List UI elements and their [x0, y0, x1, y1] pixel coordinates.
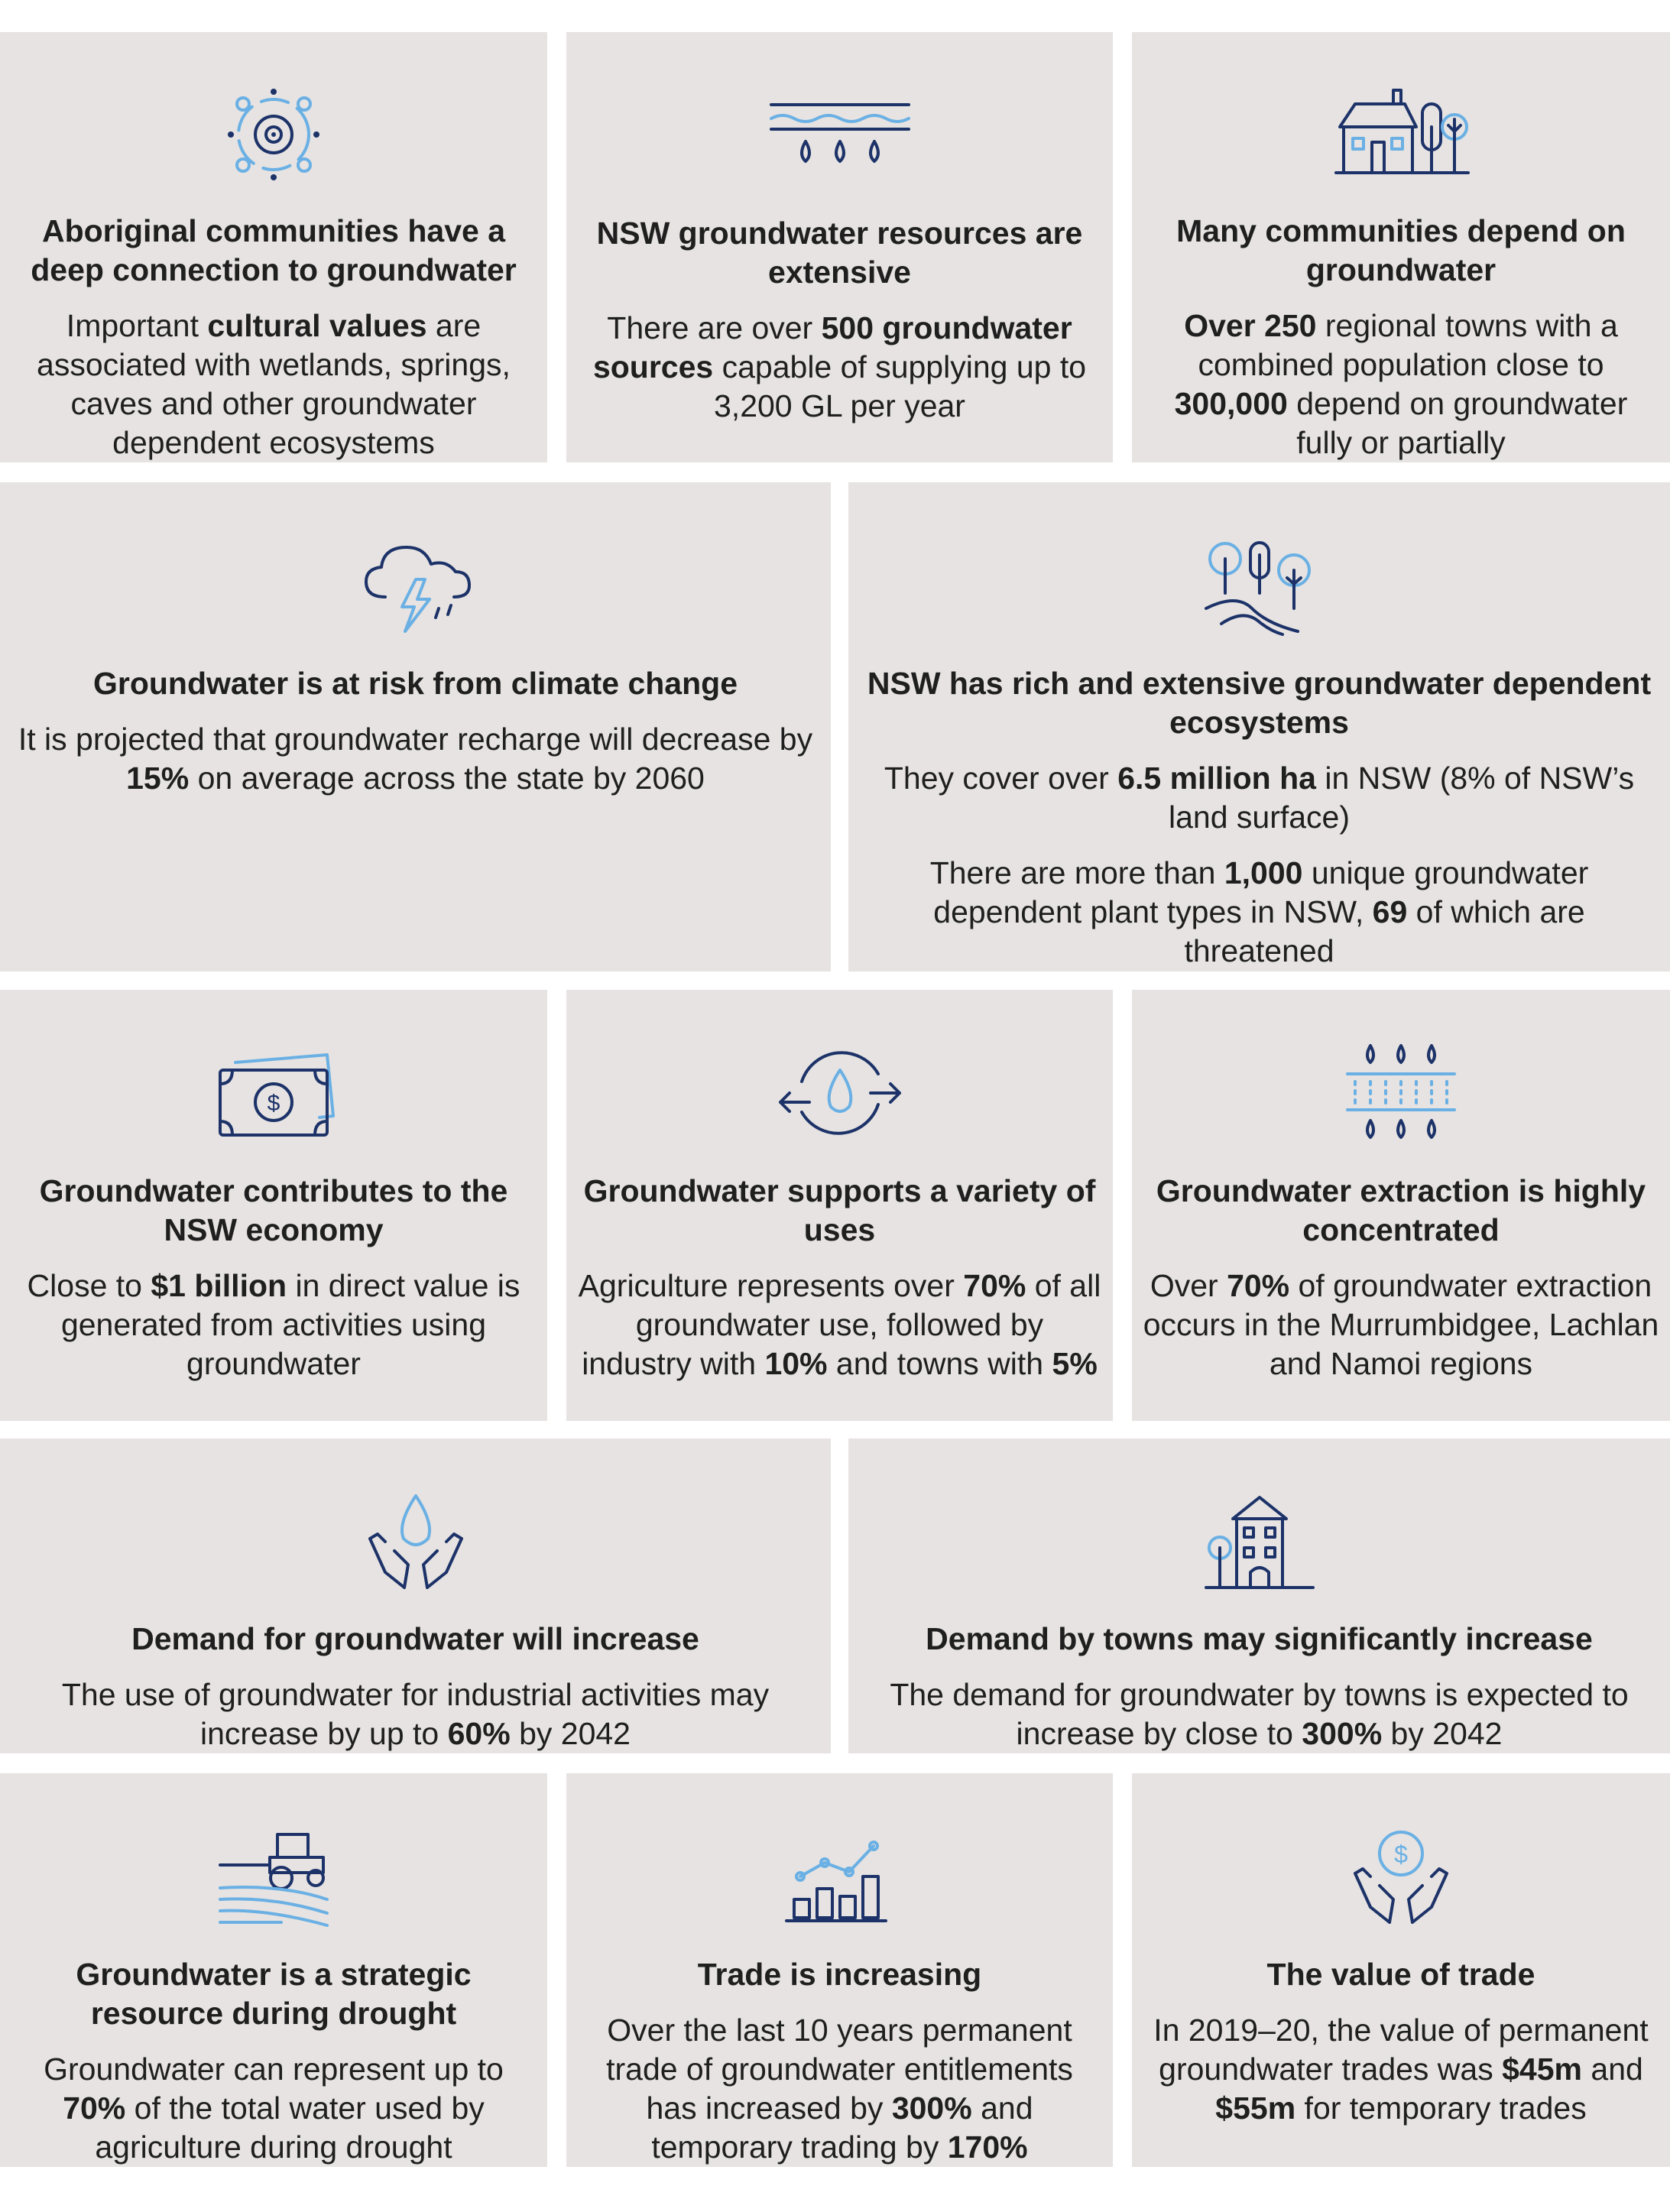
card-body: [17, 1675, 815, 1753]
body-text: Agriculture represents over: [578, 1268, 964, 1303]
card-title: NSW has rich and extensive groundwater dependent ecosystems: [867, 666, 1652, 740]
body-text: There are over: [607, 310, 822, 345]
body-text: Over the last 10 years permanent trade of groundwater entitlements has increased by: [606, 2013, 1073, 2126]
body-text: There are more than: [929, 855, 1224, 890]
card-body: [11, 307, 536, 462]
hands-coin-icon: [1325, 1819, 1477, 1934]
card-body: [577, 2011, 1101, 2167]
highlight-text: 5%: [1052, 1346, 1098, 1381]
body-text: capable of supplying up to 3,200 GL per year: [713, 349, 1087, 423]
body-text: Important: [66, 308, 208, 343]
body-text: Over: [1150, 1268, 1227, 1303]
trees-river-icon: [1183, 528, 1336, 643]
body-text: in direct value is generated from activities using groundwater: [60, 1268, 520, 1381]
svg-text:$: $: [267, 1091, 280, 1116]
card-aboriginal-connection: [0, 32, 547, 462]
card-body: [865, 1675, 1654, 1753]
card-body: [11, 2050, 536, 2167]
card-title: Groundwater is at risk from climate change: [92, 666, 738, 701]
body-text: unique groundwater dependent plant types in NSW,: [933, 855, 1589, 929]
highlight-text: $1 billion: [151, 1268, 287, 1303]
sun-circle-icon: [197, 78, 350, 190]
body-text: Groundwater can represent up to: [44, 2051, 504, 2087]
highlight-text: Over 250: [1184, 308, 1317, 343]
body-text: are associated with wetlands, springs, caves and other groundwater dependent ecosystems: [37, 308, 511, 460]
card-body: [11, 1267, 536, 1383]
card-body: [577, 309, 1101, 426]
highlight-text: 70%: [963, 1268, 1026, 1303]
highlight-text: 6.5 million ha: [1117, 761, 1316, 796]
card-towns-demand: [848, 1438, 1670, 1753]
card-title: Trade is increasing: [697, 1957, 982, 1992]
highlight-text: 10%: [764, 1346, 828, 1381]
card-trade-value: [1132, 1773, 1670, 2167]
highlight-text: 300,000: [1174, 386, 1288, 421]
body-text: They cover over: [884, 761, 1118, 796]
card-title: Aboriginal communities have a deep connection to groundwater: [31, 213, 517, 287]
storm-cloud-icon: [339, 528, 492, 643]
body-text: of groundwater extraction occurs in the Murrumbidgee, Lachlan and Namoi regions: [1143, 1268, 1659, 1381]
body-text: In 2019–20, the value of permanent groundwater trades was: [1153, 2013, 1649, 2087]
highlight-text: 60%: [447, 1716, 511, 1751]
card-title: Many communities depend on groundwater: [1176, 213, 1626, 287]
highlight-text: cultural values: [207, 308, 427, 343]
card-body: [1143, 307, 1659, 462]
card-demand-increase: [0, 1438, 831, 1753]
card-title: Groundwater supports a variety of uses: [583, 1173, 1096, 1247]
body-text: of all groundwater use, followed by industry with: [582, 1268, 1101, 1381]
svg-text:$: $: [1394, 1841, 1408, 1868]
card-communities-depend: [1132, 32, 1670, 462]
body-text: Close to: [27, 1268, 151, 1303]
body-text: in NSW (8% of NSW’s land surface): [1168, 761, 1635, 835]
card-variety-of-uses: [566, 990, 1113, 1421]
highlight-text: 170%: [947, 2129, 1028, 2165]
body-text: The demand for groundwater by towns is expected to increase by close to: [890, 1677, 1629, 1751]
card-body: [1143, 2011, 1659, 2128]
highlight-text: $45m: [1502, 2051, 1582, 2087]
highlight-text: $55m: [1215, 2090, 1296, 2126]
body-text: regional towns with a combined population close to: [1198, 308, 1618, 382]
card-body: [865, 759, 1654, 837]
body-text: It is projected that groundwater recharge will decrease by: [18, 722, 813, 757]
body-text: of the total water used by agriculture during drought: [95, 2090, 485, 2165]
card-body: [577, 1267, 1101, 1383]
card-title: Demand for groundwater will increase: [131, 1621, 699, 1656]
body-text: by 2042: [1382, 1716, 1503, 1751]
water-cycle-icon: [764, 1036, 916, 1150]
card-climate-risk: [0, 482, 831, 971]
highlight-text: 70%: [63, 2090, 126, 2126]
body-text: The use of groundwater for industrial activities may increase by up to: [61, 1677, 770, 1751]
highlight-text: 1,000: [1224, 855, 1303, 890]
card-body-secondary: [865, 854, 1654, 971]
body-text: for temporary trades: [1295, 2090, 1587, 2126]
card-economy: [0, 990, 547, 1421]
card-body: [17, 720, 815, 798]
card-title: Groundwater extraction is highly concentrated: [1156, 1173, 1646, 1247]
body-text: depend on groundwater fully or partially: [1287, 386, 1628, 460]
card-dependent-ecosystems: [848, 482, 1670, 971]
town-buildings-icon: [1183, 1484, 1336, 1598]
water-layer-drops-icon: [764, 78, 916, 193]
highlight-text: 70%: [1227, 1268, 1290, 1303]
hands-drop-icon: [339, 1484, 492, 1598]
tractor-field-icon: [197, 1819, 350, 1934]
highlight-text: 300%: [1302, 1716, 1383, 1751]
card-resources-extensive: [566, 32, 1113, 462]
body-text: and towns with: [827, 1346, 1052, 1381]
card-title: Groundwater is a strategic resource during drought: [76, 1957, 472, 2031]
body-text: of which are threatened: [1184, 894, 1585, 968]
highlight-text: 500 groundwater sources: [592, 310, 1072, 384]
card-title: The value of trade: [1266, 1957, 1535, 1992]
card-drought-resource: [0, 1773, 547, 2167]
trade-chart-icon: [764, 1819, 916, 1934]
card-title: Demand by towns may significantly increase: [926, 1621, 1593, 1656]
card-trade-increasing: [566, 1773, 1113, 2167]
body-text: and: [1582, 2051, 1643, 2087]
highlight-text: 69: [1372, 894, 1408, 929]
card-title: NSW groundwater resources are extensive: [596, 216, 1083, 290]
body-text: by 2042: [510, 1716, 631, 1751]
card-body: [1143, 1267, 1659, 1383]
highlight-text: 15%: [126, 761, 190, 796]
extraction-drops-icon: [1325, 1036, 1477, 1150]
banknote-icon: [197, 1036, 350, 1150]
card-extraction-concentrated: [1132, 990, 1670, 1421]
body-text: on average across the state by 2060: [189, 761, 705, 796]
highlight-text: 300%: [891, 2090, 972, 2126]
body-text: and temporary trading by: [651, 2090, 1033, 2165]
house-trees-icon: [1325, 78, 1477, 190]
card-title: Groundwater contributes to the NSW economy: [39, 1173, 508, 1247]
